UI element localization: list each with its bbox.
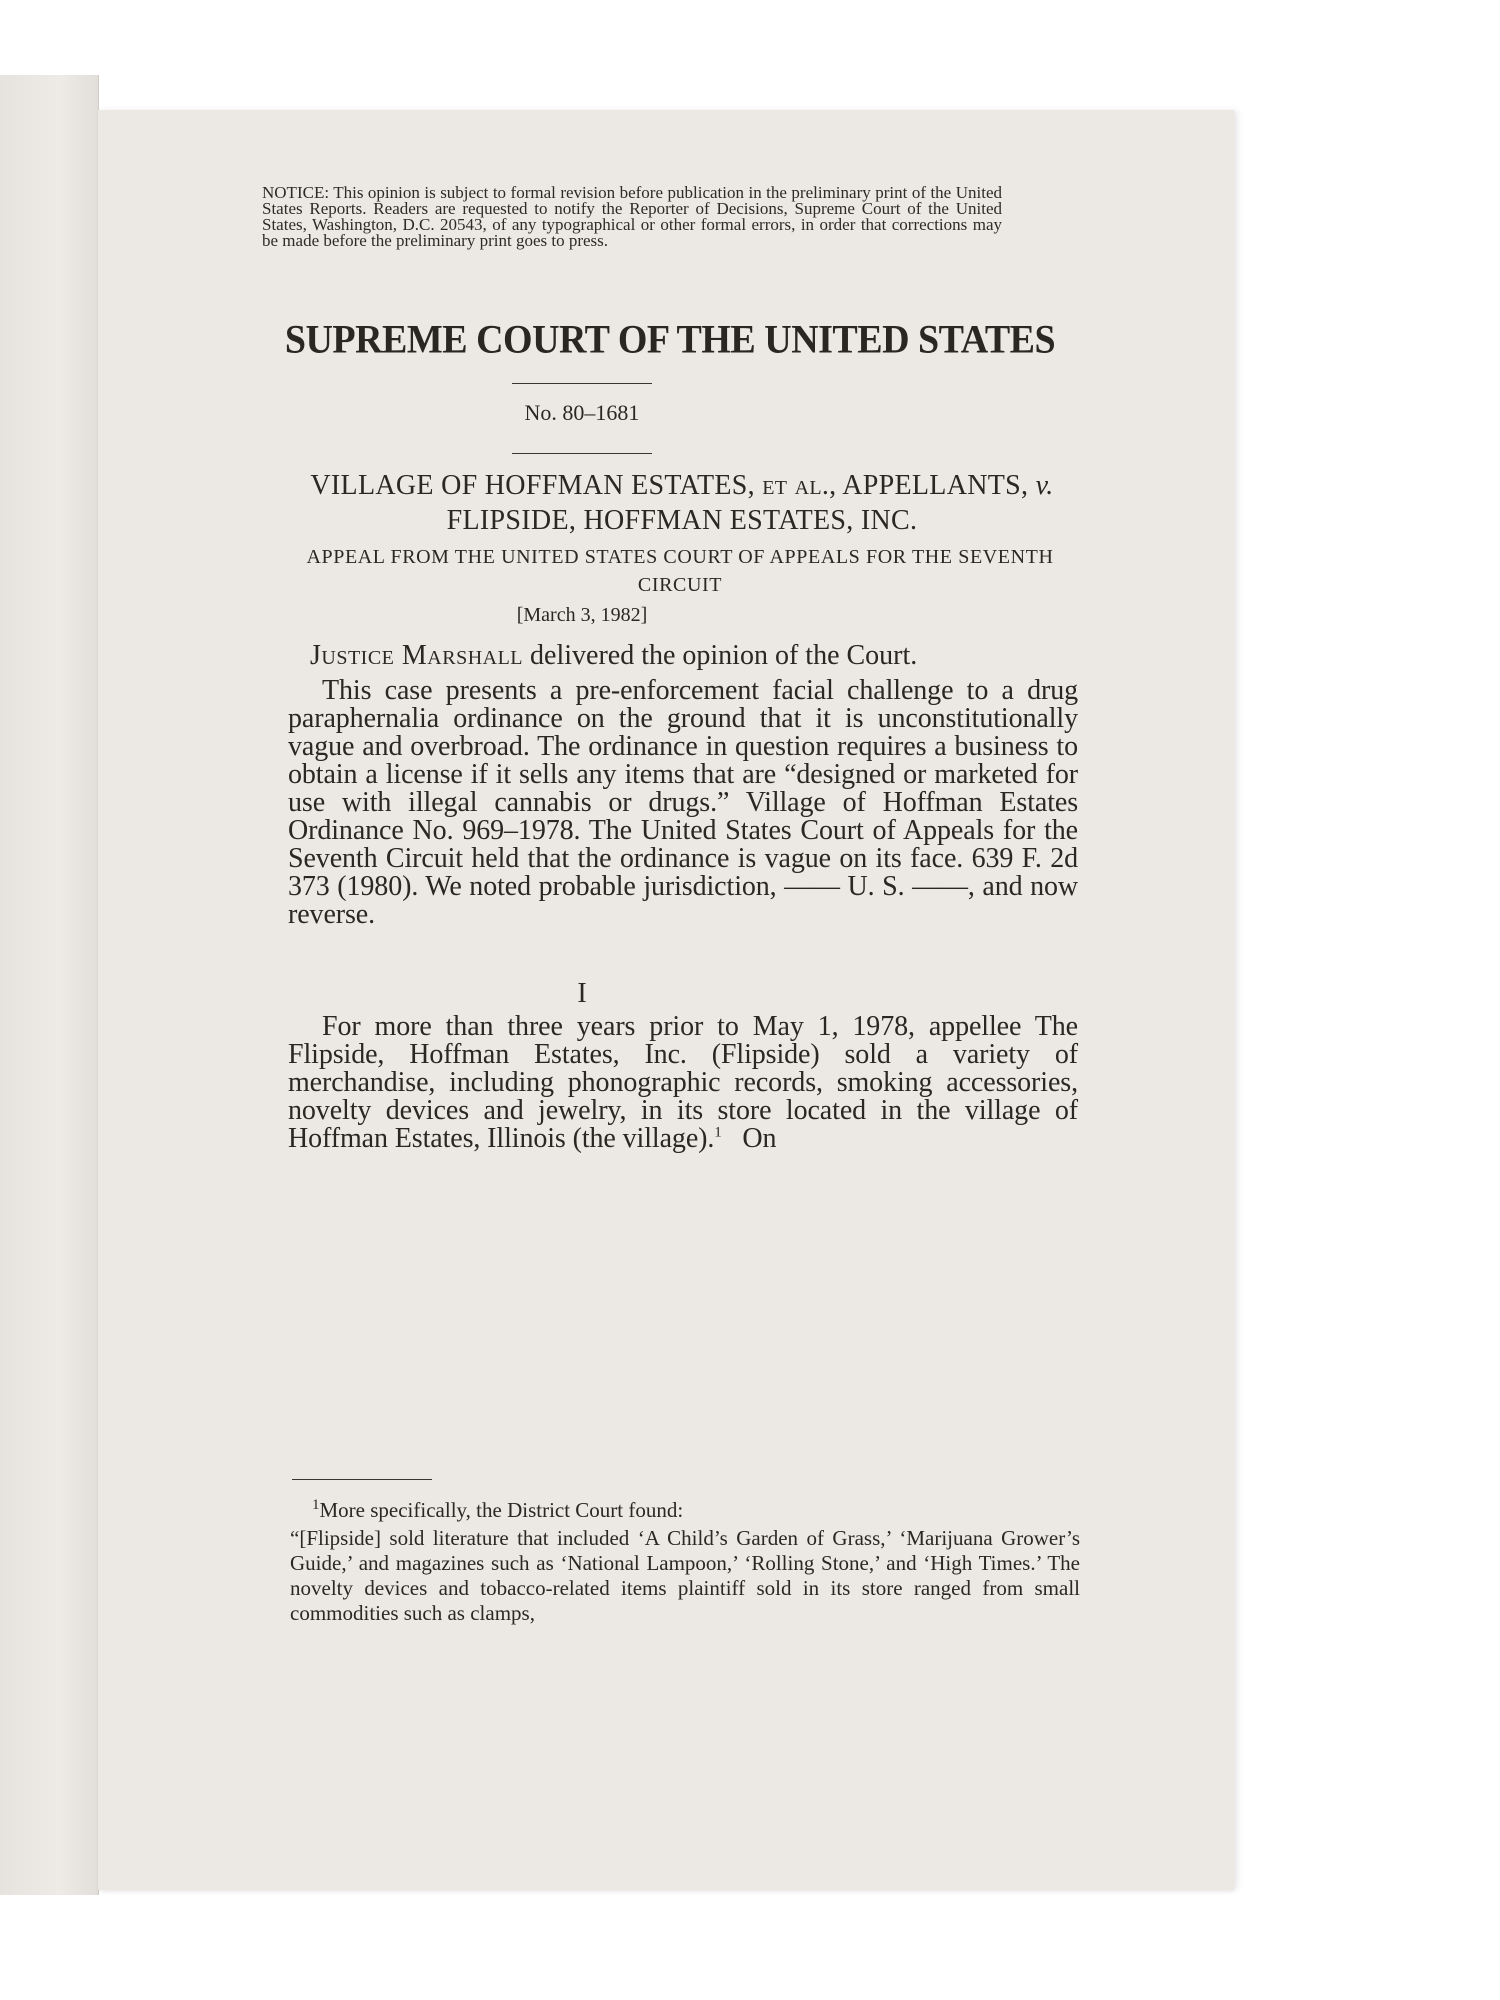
footnote-rule	[292, 1479, 432, 1480]
footnote-marker: 1	[312, 1497, 320, 1513]
opinion-paragraph	[288, 1013, 1078, 1153]
paragraph-text: For more than three years prior to May 1, 1978, appellee The Flipside, Hoffman Estates, Inc. (Flipside) sold a variety of merchandise, including phonographic records, smoking accessories, novelty devices and jewelry, in its store located in the village of Hoffman Estates, Illinois (the village).	[288, 1011, 1078, 1154]
case-number: No. 80–1681	[524, 400, 640, 425]
footnote-lead	[312, 1498, 1092, 1523]
opinion-paragraph: This case presents a pre-enforcement facial challenge to a drug paraphernalia ordinance on the ground that it is unconstitutionally vague and overbroad. The ordinance in question requires a business to obtain a license if it sells any items that are “designed or marketed for use with illegal cannabis or drugs.” Village of Hoffman Estates Ordinance No. 969–1978. The United States Court of Appeals for the Seventh Circuit held that the ordinance is vague on its face. 639 F. 2d 373 (1980). We noted probable jurisdiction, —— U. S. ——, and now reverse.	[288, 675, 1078, 930]
case-name-et-al: et al.	[762, 470, 830, 501]
author-line	[310, 640, 1100, 672]
author-justice: Justice Marshall	[310, 640, 524, 671]
case-name-versus: v.	[1035, 470, 1054, 501]
appeal-line: APPEAL FROM THE UNITED STATES COURT OF APPEALS FOR THE SEVENTH CIRCUIT	[306, 546, 1054, 596]
paragraph-text: On	[742, 1123, 777, 1154]
divider-rule	[512, 383, 652, 384]
case-name	[292, 468, 1072, 538]
case-name-part: , APPELLANTS,	[829, 470, 1029, 501]
court-title: SUPREME COURT OF THE UNITED STATES	[284, 317, 1056, 363]
case-name-part: FLIPSIDE, HOFFMAN ESTATES, INC.	[446, 505, 918, 536]
case-name-part: VILLAGE OF HOFFMAN ESTATES,	[310, 470, 755, 501]
footnote-reference: 1	[714, 1124, 722, 1141]
revision-notice: NOTICE: This opinion is subject to formal revision before publication in the preliminary print of the United States Reports. Readers are requested to notify the Reporter of Decisions, Supreme Court of the United States, Washington, D.C. 20543, of any typographical or other formal errors, in order that corrections may be made before the preliminary print goes to press.	[262, 183, 1002, 250]
facing-page-edge	[0, 75, 99, 1895]
divider-rule	[512, 453, 652, 454]
author-rest: delivered the opinion of the Court.	[530, 640, 918, 671]
footnote-text: More specifically, the District Court found:	[319, 1498, 684, 1522]
decision-date: [March 3, 1982]	[516, 604, 648, 626]
section-heading: I	[577, 978, 587, 1009]
footnote-quote: “[Flipside] sold literature that included ‘A Child’s Garden of Grass,’ ‘Marijuana Grower’s Guide,’ and magazines such as ‘National Lampoon,’ ‘Rolling Stone,’ and ‘High Times.’ The novelty devices and tobacco-related items plaintiff sold in its store ranged from small commodities such as clamps,	[290, 1526, 1080, 1625]
